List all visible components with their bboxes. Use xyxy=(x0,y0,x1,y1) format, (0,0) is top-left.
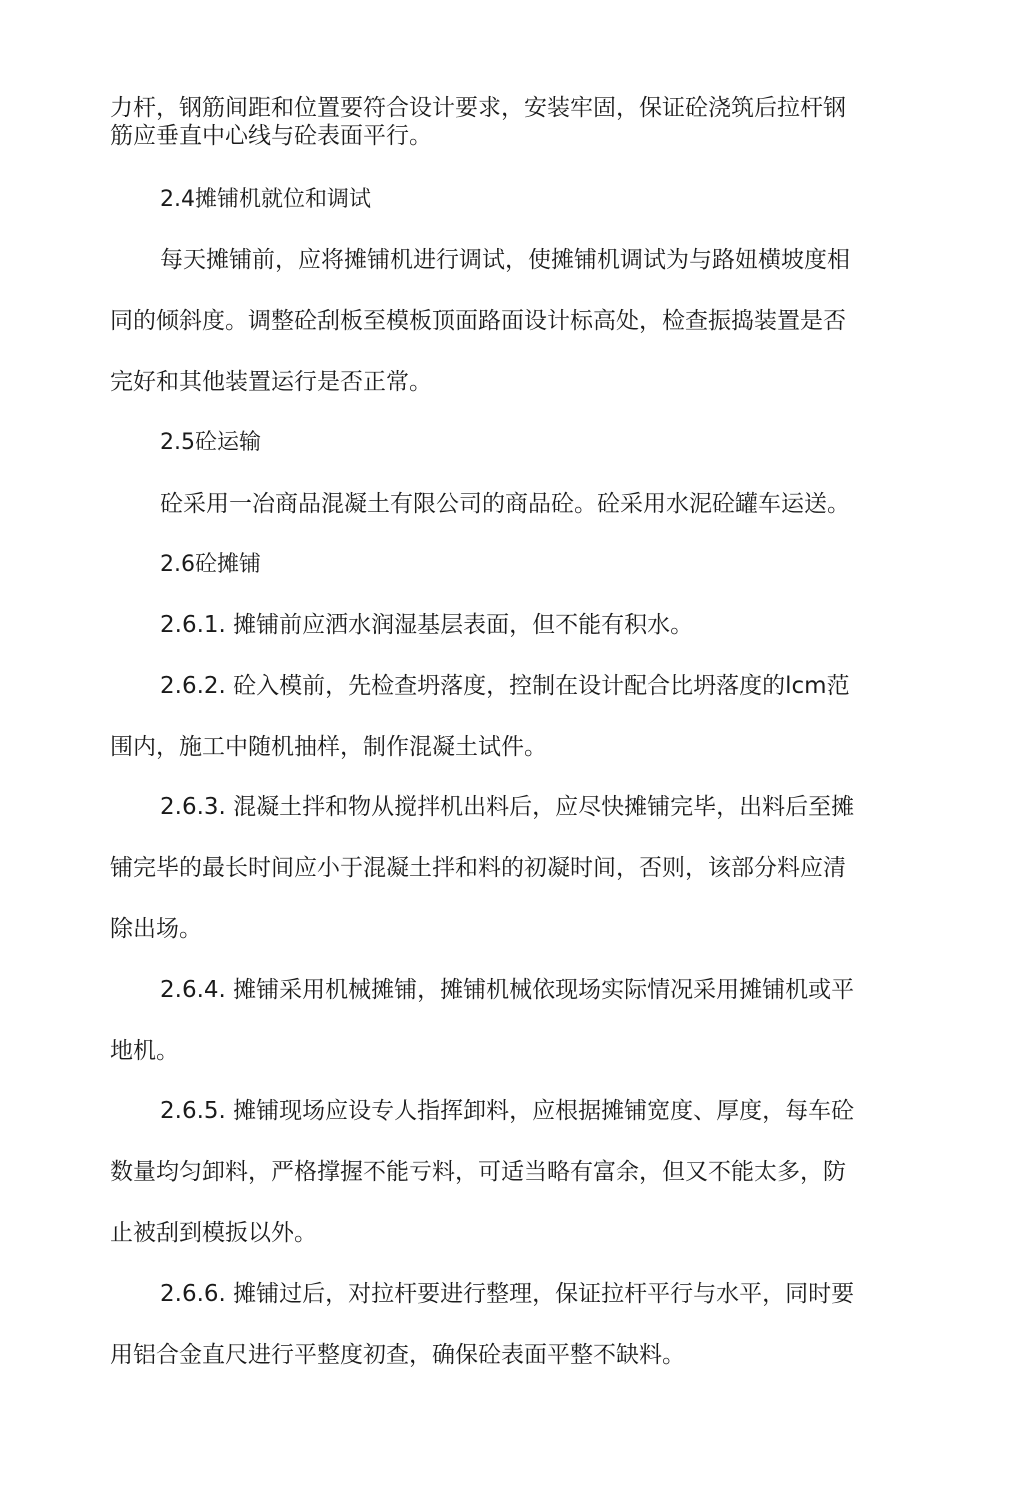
section-heading: 2.5砼运输 xyxy=(160,430,261,455)
paragraph-line: 砼采用一冶商品混凝土有限公司的商品砼。砼采用水泥砼罐车运送。 xyxy=(160,491,850,517)
paragraph-line: 每天摊铺前，应将摊铺机进行调试，使摊铺机调试为与路妞横坡度相 xyxy=(160,247,850,273)
paragraph-line: 力杆，钢筋间距和位置要符合设计要求，安装牢固，保证砼浇筑后拉杆钢 xyxy=(110,95,846,121)
list-item-line: 2.6.5. 摊铺现场应设专人指挥卸料，应根据摊铺宽度、厚度，每车砼 xyxy=(160,1098,855,1124)
section-heading: 2.6砼摊铺 xyxy=(160,552,261,577)
paragraph-line: 地机。 xyxy=(110,1038,179,1064)
paragraph-line: 数量均匀卸料，严格撑握不能亏料，可适当略有富余，但又不能太多，防 xyxy=(110,1159,846,1185)
list-item-line: 2.6.3. 混凝土拌和物从搅拌机出料后，应尽快摊铺完毕，出料后至摊 xyxy=(160,794,855,820)
paragraph-line: 筋应垂直中心线与砼表面平行。 xyxy=(110,123,432,149)
list-item-line: 2.6.4. 摊铺采用机械摊铺，摊铺机械依现场实际情况采用摊铺机或平 xyxy=(160,977,855,1003)
paragraph-line: 完好和其他装置运行是否正常。 xyxy=(110,369,432,395)
list-item-line: 2.6.2. 砼入模前，先检查坍落度，控制在设计配合比坍落度的lcm范 xyxy=(160,673,850,699)
paragraph-line: 同的倾斜度。调整砼刮板至模板顶面路面设计标高处，检查振捣装置是否 xyxy=(110,308,846,334)
paragraph-line: 用铝合金直尺进行平整度初查，确保砼表面平整不缺料。 xyxy=(110,1342,685,1368)
paragraph-line: 铺完毕的最长时间应小于混凝土拌和料的初凝时间，否则，该部分料应清 xyxy=(110,855,846,881)
list-item-line: 2.6.1. 摊铺前应洒水润湿基层表面，但不能有积水。 xyxy=(160,612,694,638)
section-heading: 2.4摊铺机就位和调试 xyxy=(160,187,371,212)
paragraph-line: 止被刮到模扳以外。 xyxy=(110,1220,317,1246)
paragraph-line: 围内，施工中随机抽样，制作混凝土试件。 xyxy=(110,734,547,760)
list-item-line: 2.6.6. 摊铺过后，对拉杆要进行整理，保证拉杆平行与水平，同时要 xyxy=(160,1281,855,1307)
paragraph-line: 除出场。 xyxy=(110,916,202,942)
